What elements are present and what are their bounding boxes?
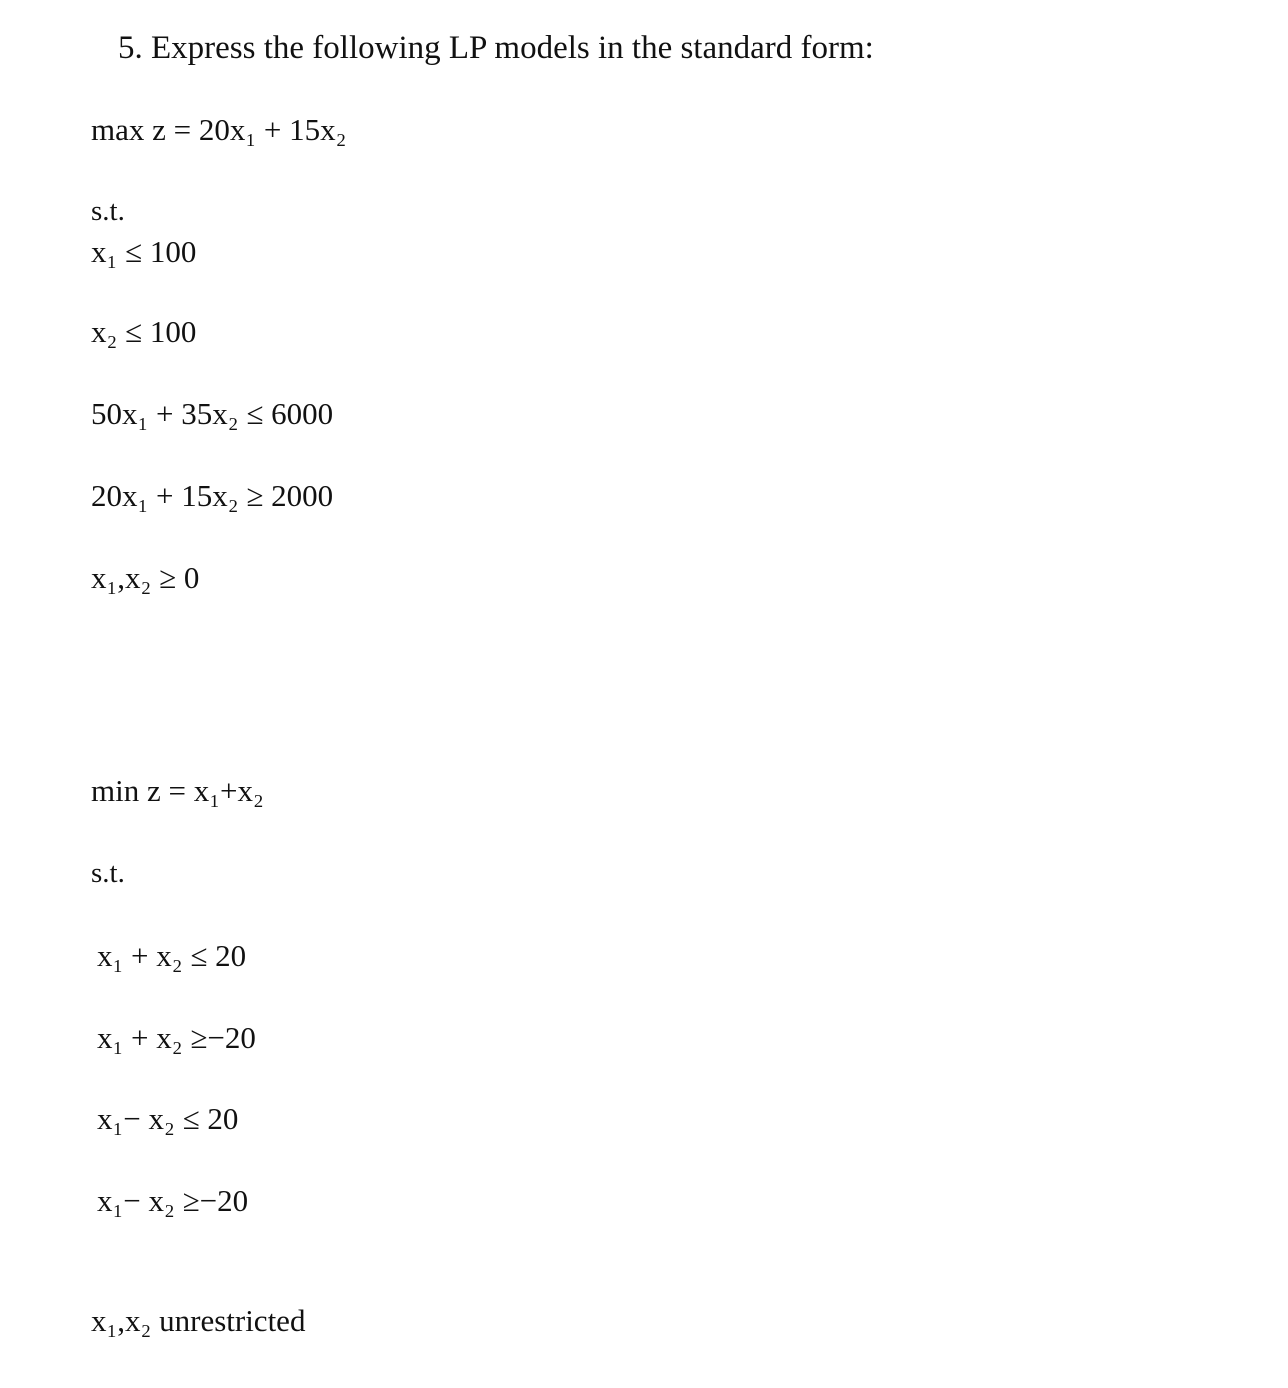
model2-objective: min z = x₁+x₂: [91, 773, 264, 808]
model2-constraint-1: x₁ + x₂ ≤ 20: [97, 938, 247, 973]
model2-constraint-3: x₁− x₂ ≤ 20: [97, 1101, 239, 1136]
model2-st-label: s.t.: [91, 857, 125, 889]
model1-constraint-3: 50x₁ + 35x₂ ≤ 6000: [91, 396, 334, 431]
model2-constraint-2: x₁ + x₂ ≥−20: [97, 1020, 256, 1055]
model1-objective: max z = 20x₁ + 15x₂: [91, 112, 347, 147]
model1-nonnegativity: x₁,x₂ ≥ 0: [91, 560, 200, 595]
model2-sign-restriction: x₁,x₂ unrestricted: [91, 1303, 306, 1338]
model1-constraint-1: x₁ ≤ 100: [91, 234, 197, 269]
model1-st-label: s.t.: [91, 195, 125, 227]
model1-constraint-4: 20x₁ + 15x₂ ≥ 2000: [91, 478, 334, 513]
model1-constraint-2: x₂ ≤ 100: [91, 314, 197, 349]
question-title: 5. Express the following LP models in the standard form:: [118, 30, 874, 66]
model2-constraint-4: x₁− x₂ ≥−20: [97, 1183, 249, 1218]
